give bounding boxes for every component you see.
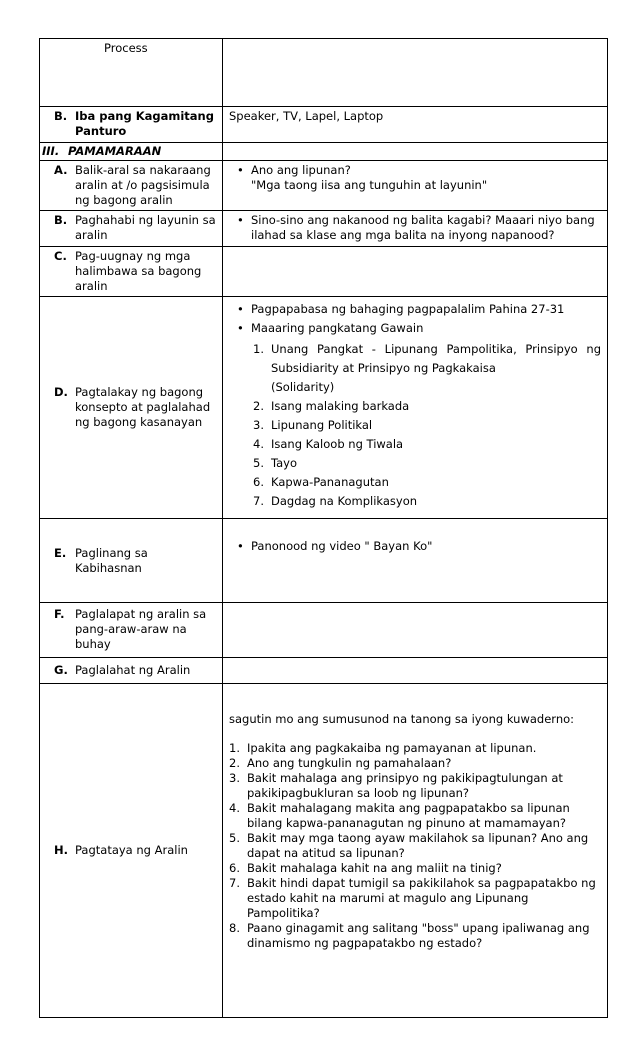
row-label: Pag-uugnay ng mga halimbawa sa bagong aralin — [75, 249, 202, 293]
row-key: A. — [54, 163, 68, 177]
item-text: Bakit mahalagang makita ang pagpapatakbo sa lipunan bilang kapwa-pananagutan ng pinuno at mamamayan? — [247, 801, 570, 830]
list-item — [253, 340, 601, 378]
row-e-paglinang — [40, 519, 608, 603]
item-text: Paano ginagamit ang salitang "boss" upang ipaliwanag ang dinamismo ng pagpapatakbo ng estado? — [247, 921, 590, 950]
pangkat-list — [223, 340, 607, 511]
row-f-paglalapat — [40, 603, 608, 658]
list-item — [253, 473, 601, 492]
row-key: D. — [54, 385, 68, 399]
list-item: • Sino-sino ang nakanood ng balita kagabi? Maaari niyo bang ilahad sa klase ang mga balita na inyong napanood? — [251, 213, 601, 243]
list-item — [253, 435, 601, 454]
item-number: 2. — [229, 756, 240, 770]
item-text: Bakit may mga taong ayaw makilahok sa lipunan? Ano ang dapat na atitud sa lipunan? — [247, 831, 589, 860]
item-text: Kapwa-Pananagutan — [271, 475, 389, 489]
item-number: 6. — [229, 861, 240, 875]
item-number: 1. — [229, 741, 240, 755]
list-item — [229, 876, 601, 921]
item-text: Lipunang Politikal — [271, 418, 373, 432]
row-key: G. — [54, 663, 68, 677]
row-label: Paglalapat ng aralin sa pang-araw-araw na buhay — [75, 607, 207, 651]
list-item — [253, 397, 601, 416]
row-label: Pagtalakay ng bagong konsepto at paglalahad ng bagong kasanayan — [75, 385, 211, 429]
list-item: • Panonood ng video " Bayan Ko" — [251, 539, 601, 554]
list-item — [229, 741, 601, 756]
row-label: Paglalahat ng Aralin — [75, 663, 191, 677]
list-item — [253, 492, 601, 511]
item-number: 3. — [229, 771, 240, 785]
item-text: Ano ang tungkulin ng pamahalaan? — [247, 756, 452, 770]
item-number: 4. — [229, 801, 240, 815]
item-number: 6. — [253, 475, 264, 489]
item-text: Dagdag na Komplikasyon — [271, 494, 418, 508]
item-number: 8. — [229, 921, 240, 935]
row-b-kagamitang — [40, 107, 608, 143]
list-item — [253, 416, 601, 435]
row-c-pag-uugnay — [40, 247, 608, 297]
list-item — [229, 861, 601, 876]
row-key: C. — [54, 249, 67, 263]
item-text: Bakit hindi dapat tumigil sa pakikilahok sa pagpapatakbo ng estado kahit na marumi at magulo ang Lipunang Pampolitika? — [247, 876, 596, 920]
lesson-plan-table — [39, 38, 608, 1018]
section-title: PAMAMARAAN — [68, 144, 162, 158]
item-number: 5. — [253, 456, 264, 470]
row-label: Iba pang Kagamitang Panturo — [75, 109, 214, 138]
list-item: • Pagpapabasa ng bahaging pagpapalalim Pahina 27-31 — [251, 300, 601, 319]
process-label: Process — [104, 41, 148, 55]
row-h-pagtataya — [40, 684, 608, 1018]
item-text: Isang Kaloob ng Tiwala — [271, 437, 404, 451]
row-b-paghahabi — [40, 211, 608, 247]
row-key: H. — [54, 843, 68, 857]
item-number: 7. — [229, 876, 240, 890]
item-text: Unang Pangkat - Lipunang Pampolitika, Prinsipyo ng Subsidiarity at Prinsipyo ng Pagkakaisa — [271, 342, 601, 375]
row-label: Pagtataya ng Aralin — [75, 843, 188, 857]
item-number: 7. — [253, 494, 264, 508]
row-iii-pamamaraan — [40, 143, 608, 161]
list-item: • Ano ang lipunan? "Mga taong iisa ang tunguhin at layunin" — [251, 163, 601, 193]
row-key: B. — [54, 213, 68, 227]
row-process — [40, 39, 608, 107]
list-item — [229, 771, 601, 801]
item-text: (Solidarity) — [271, 380, 335, 394]
pagtataya-questions — [223, 727, 607, 951]
list-item: • Maaaring pangkatang Gawain — [251, 319, 601, 338]
row-g-paglalahat — [40, 658, 608, 684]
list-item — [229, 756, 601, 771]
item-number: 3. — [253, 418, 264, 432]
process-label-cell — [40, 39, 223, 107]
list-item — [253, 378, 601, 397]
pagtataya-intro: sagutin mo ang sumusunod na tanong sa iyong kuwaderno: — [229, 712, 575, 726]
item-number: 2. — [253, 399, 264, 413]
list-item — [229, 921, 601, 951]
row-label: Balik-aral sa nakaraang aralin at /o pagsisimula ng bagong aralin — [75, 163, 211, 207]
list-item — [229, 831, 601, 861]
row-label: Paglinang sa Kabihasnan — [75, 545, 148, 575]
row-d-pagtalakay — [40, 297, 608, 519]
lesson-plan-sheet — [39, 38, 607, 1018]
row-a-balik-aral — [40, 161, 608, 211]
item-text: Tayo — [271, 456, 298, 470]
item-number: 4. — [253, 437, 264, 451]
item-number: 5. — [229, 831, 240, 845]
item-number — [253, 378, 271, 397]
row-key: F. — [54, 607, 65, 621]
item-text: Ipakita ang pagkakaiba ng pamayanan at lipunan. — [247, 741, 537, 755]
item-text: Bakit mahalaga ang prinsipyo ng pakikipagtulungan at pakikipagbukluran sa loob ng lipunan? — [247, 771, 563, 800]
row-key: B. — [54, 109, 68, 123]
item-number: 1. — [253, 342, 264, 356]
item-text: Isang malaking barkada — [271, 399, 410, 413]
row-label: Paghahabi ng layunin sa aralin — [75, 213, 216, 242]
list-item — [229, 801, 601, 831]
item-text: Bakit mahalaga kahit na ang maliit na tinig? — [247, 861, 502, 875]
row-content: Speaker, TV, Lapel, Laptop — [229, 109, 384, 123]
list-item — [253, 454, 601, 473]
section-key: III. — [42, 144, 60, 158]
row-key: E. — [54, 545, 67, 560]
process-content-cell — [223, 39, 608, 107]
